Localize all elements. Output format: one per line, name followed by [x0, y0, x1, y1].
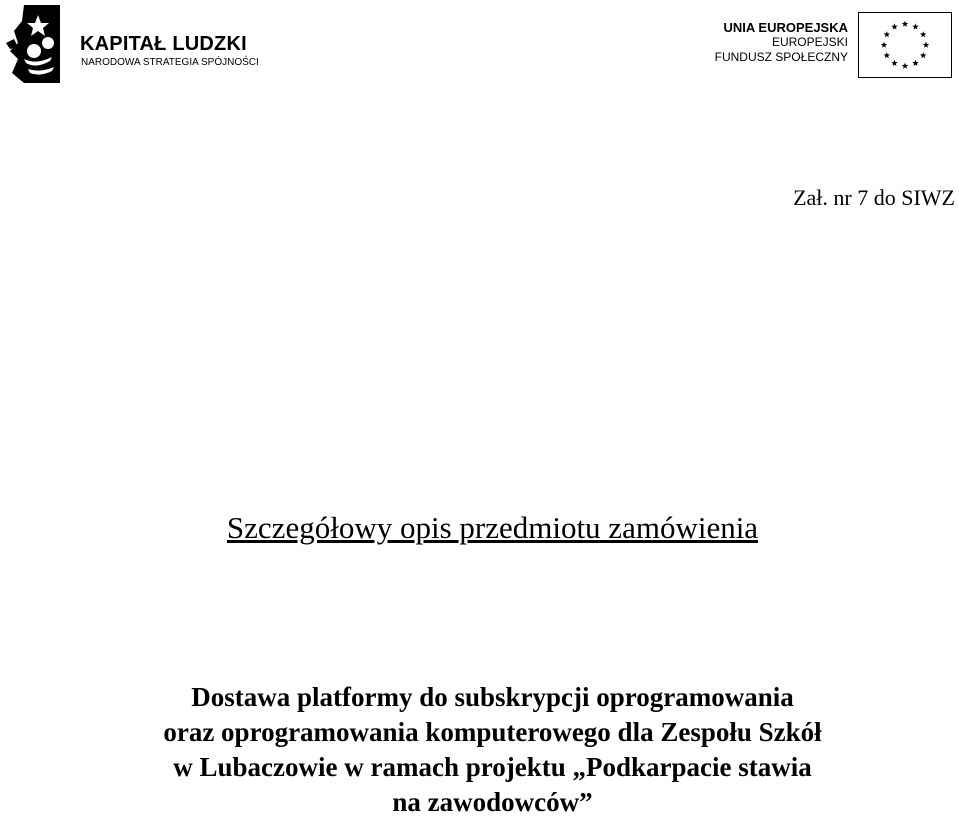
eu-star-icon — [884, 31, 890, 37]
eu-star-icon — [891, 60, 897, 66]
eu-star-icon — [884, 52, 890, 58]
eu-star-icon — [920, 52, 926, 58]
eu-flag-icon — [858, 12, 952, 78]
eu-star-icon — [902, 63, 908, 69]
subject-line: w Lubaczowie w ramach projektu „Podkarpacie stawia — [173, 752, 812, 782]
kapital-ludzki-title: KAPITAŁ LUDZKI — [80, 33, 247, 55]
eu-star-icon — [881, 42, 887, 48]
subject-line: Dostawa platformy do subskrypcji oprogramowania — [191, 682, 794, 712]
eu-logo — [700, 8, 958, 80]
subject-line: na zawodowców” — [392, 787, 593, 817]
eu-star-icon — [923, 42, 929, 48]
eu-star-icon — [920, 31, 926, 37]
document-subject — [0, 680, 959, 820]
subject-line: oraz oprogramowania komputerowego dla Zespołu Szkół — [163, 717, 822, 747]
eu-star-icon — [902, 21, 908, 27]
annex-label: Zał. nr 7 do SIWZ — [793, 185, 955, 210]
eu-star-icon — [891, 23, 897, 29]
eu-star-icon — [912, 60, 918, 66]
document-title: Szczegółowy opis przedmiotu zamówienia — [226, 510, 759, 545]
kapital-ludzki-emblem-icon — [4, 3, 66, 85]
eu-logo-line2: EUROPEJSKI — [771, 35, 848, 49]
eu-star-icon — [912, 23, 918, 29]
kapital-ludzki-logo — [4, 3, 264, 85]
eu-logo-text — [715, 20, 848, 65]
eu-logo-line1: UNIA EUROPEJSKA — [723, 20, 848, 35]
kapital-ludzki-subtitle: NARODOWA STRATEGIA SPÓJNOŚCI — [81, 57, 259, 68]
eu-logo-line3: FUNDUSZ SPOŁECZNY — [714, 50, 848, 64]
